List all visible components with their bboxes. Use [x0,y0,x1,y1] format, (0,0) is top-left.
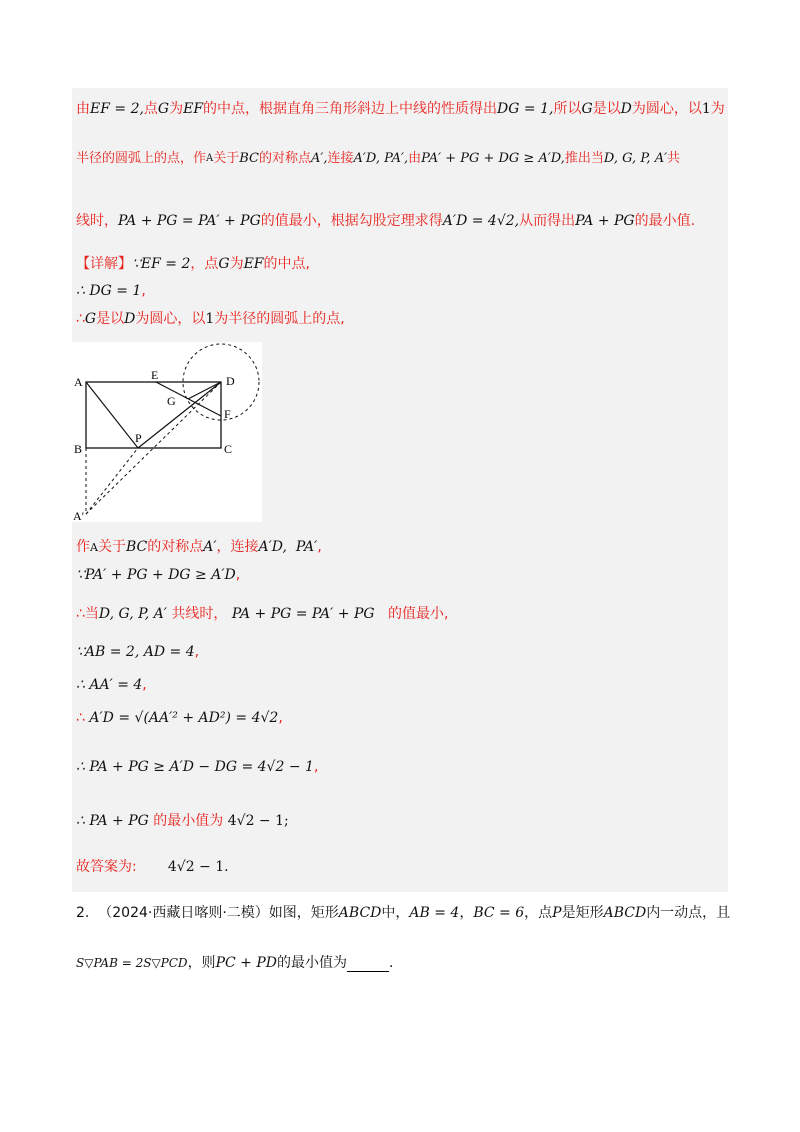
detail-line-3: ∴G是以D为圆心，以1为半径的圆弧上的点, [76,311,345,327]
geometry-diagram [72,342,262,522]
detail-line-9: ∴ A′D = √(AA′² + AD²) = 4√2, [76,710,283,726]
detail-line-2: ∴ DG = 1, [76,283,146,299]
segment-ap [86,382,138,448]
segment-gd [188,382,221,399]
question-2-line-2: S▽PAB = 2S▽PCD，则PC + PD的最小值为 . [76,955,394,971]
label-b: B [74,442,83,456]
detail-line-1: 【详解】∵EF = 2，点G为EF的中点, [76,256,310,272]
detail-line-11: ∴ PA + PG 的最小值为 4√2 − 1; [76,813,289,829]
geometry-figure [72,342,262,522]
segment-pd [138,382,221,448]
label-c: C [224,442,233,456]
label-d: D [226,374,235,388]
dashed-a-prime-p [86,448,138,514]
label-e: E [151,368,159,382]
detail-line-7: ∵AB = 2, AD = 4, [76,644,200,660]
label-g: G [167,394,176,408]
analysis-line-2: 半径的圆弧上的点，作$^A$关于BC的对称点A′,连接A′D, PA′,由PA′ + PG + DG ≥ A′D,推出当D, G, P, A′共 [76,151,681,166]
label-f: F [224,407,231,421]
detail-line-4: 作A关于BC的对称点A′，连接A′D, PA′, [76,539,322,555]
question-2-line-1: 2. （2024·西藏日喀则·二模）如图，矩形ABCD中，AB = 4，BC = 6，点P是矩形ABCD内一动点，且 [76,905,731,921]
label-a-prime: A′ [73,509,85,522]
analysis-line-3: 线时，PA + PG = PA′ + PG的值最小，根据勾股定理求得A′D = 4√2,从而得出PA + PG的最小值. [76,213,696,229]
detail-line-8: ∴ AA′ = 4, [76,677,147,693]
detail-line-10: ∴ PA + PG ≥ A′D − DG = 4√2 − 1, [76,759,319,775]
analysis-line-1: 由EF = 2,点G为EF的中点，根据直角三角形斜边上中线的性质得出DG = 1,所以G是以D为圆心，以1为 [76,101,725,117]
answer-blank[interactable] [347,957,389,972]
detail-line-12: 故答案为: 4√2 − 1. [76,859,229,875]
label-p: P [135,431,142,445]
detail-line-5: ∵PA′ + PG + DG ≥ A′D, [76,567,241,583]
detail-line-6: ∴当D, G, P, A′ 共线时， PA + PG = PA′ + PG 的值最小, [76,606,449,622]
label-a: A [74,375,83,389]
